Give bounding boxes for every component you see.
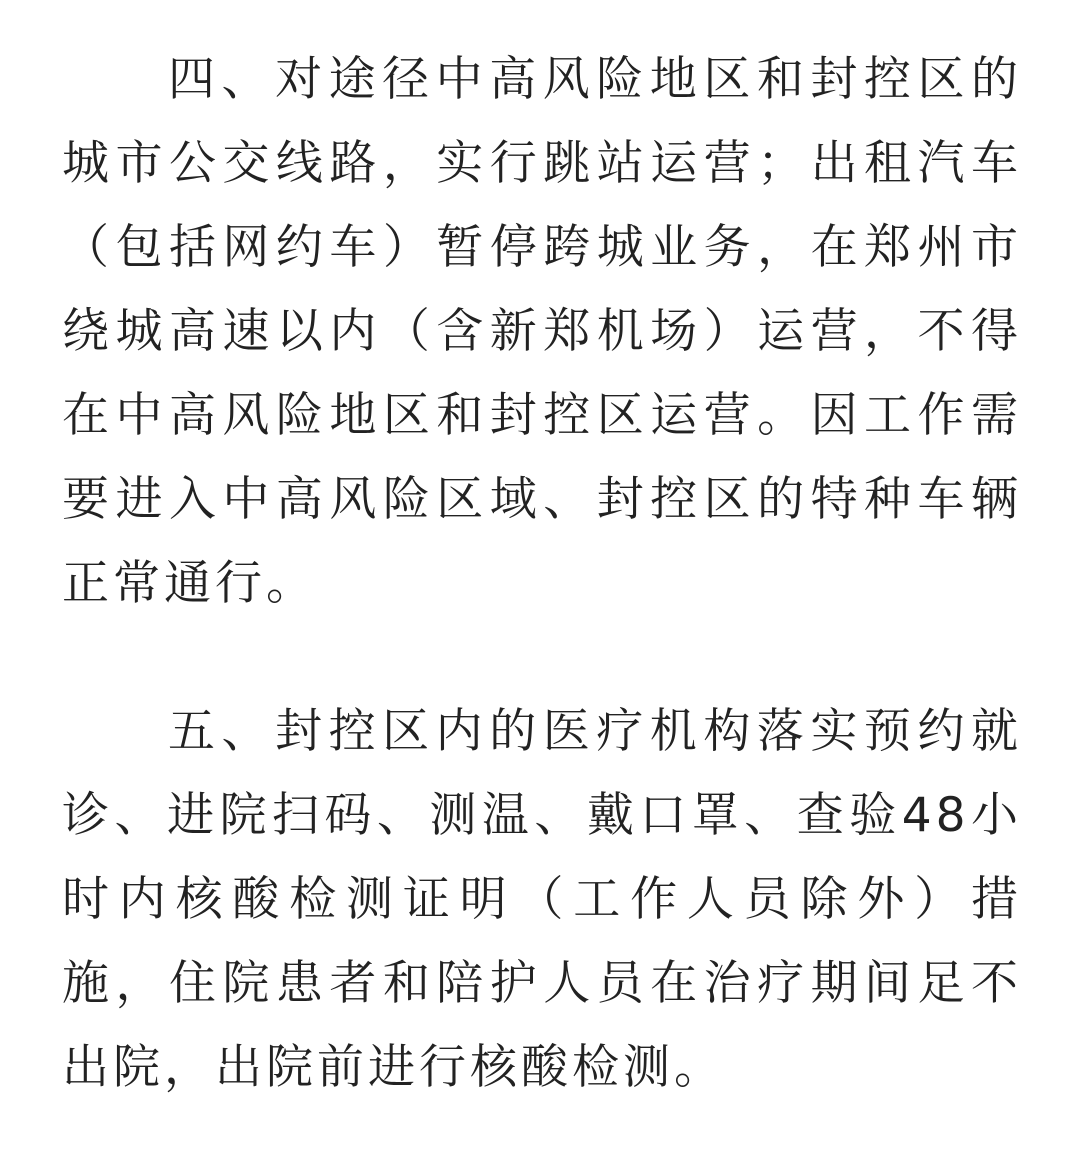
paragraph-transport-measures: 四、对途径中高风险地区和封控区的城市公交线路，实行跳站运营；出租汽车（包括网约车）暂停跨城业务，在郑州市绕城高速以内（含新郑机场）运营，不得在中高风险地区和封控区运营。因工作需要进入中高风险区域、封控区的特种车辆正常通行。 (62, 52, 1022, 611)
paragraph-medical-measures: 五、封控区内的医疗机构落实预约就诊、进院扫码、测温、戴口罩、查验48小时内核酸检测证明（工作人员除外）措施，住院患者和陪护人员在治疗期间足不出院，出院前进行核酸检测。 (62, 704, 1022, 1095)
article-body (62, 38, 1022, 1110)
